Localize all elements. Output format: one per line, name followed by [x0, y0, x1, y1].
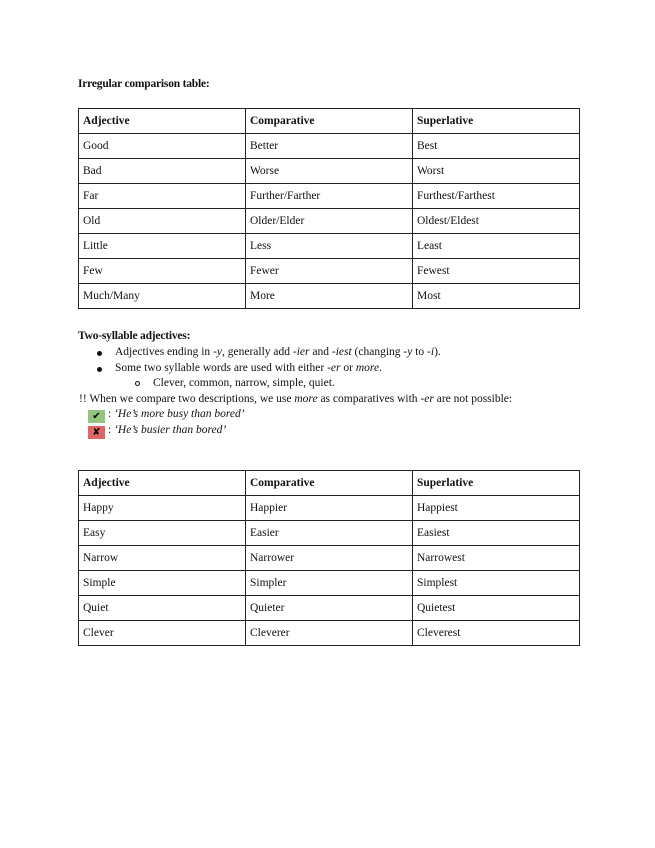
text-run: to	[412, 346, 428, 358]
table-cell: Best	[413, 134, 580, 159]
table-cell: Cleverest	[413, 621, 580, 646]
text-run: .	[379, 361, 382, 374]
table-row	[79, 284, 580, 309]
table-cell: Simple	[79, 571, 246, 596]
irregular-comparison-table	[78, 108, 580, 309]
text-run-italic: more	[294, 392, 318, 405]
column-header: Comparative	[246, 471, 413, 496]
text-run: Some two syllable words are used with either	[115, 361, 328, 374]
text-run: or	[340, 361, 356, 374]
text-run-italic: more	[355, 361, 380, 374]
table-cell: Little	[79, 234, 246, 259]
table-cell: Quieter	[246, 596, 413, 621]
table-row	[79, 496, 580, 521]
text-run: ).	[434, 346, 441, 358]
table-cell: Simplest	[413, 571, 580, 596]
column-header: Adjective	[79, 109, 246, 134]
note-line	[78, 392, 598, 408]
table-cell: Less	[246, 234, 413, 259]
table-cell: Furthest/Farthest	[413, 184, 580, 209]
table-cell: Better	[246, 134, 413, 159]
table-cell: Far	[79, 184, 246, 209]
column-header: Comparative	[246, 109, 413, 134]
example-correct	[78, 407, 598, 423]
table-cell: Narrower	[246, 546, 413, 571]
table-cell: Least	[413, 234, 580, 259]
table-cell: Bad	[79, 159, 246, 184]
text-run-italic: -ier	[292, 346, 310, 358]
table-header-row	[79, 471, 580, 496]
bullet-dot-icon	[97, 367, 102, 372]
text-run-italic: ‘He’s more busy than bored’	[114, 408, 245, 420]
table-cell: Worst	[413, 159, 580, 184]
bullet-dot-icon	[97, 351, 102, 356]
column-header: Superlative	[413, 471, 580, 496]
text-run-italic: ‘He’s busier than bored’	[114, 423, 227, 436]
table-cell: Older/Elder	[246, 209, 413, 234]
table-header-row	[79, 109, 580, 134]
text-run: Adjectives ending in	[115, 346, 214, 358]
table-cell: Narrow	[79, 546, 246, 571]
text-run-italic: -i	[427, 346, 435, 358]
table-row	[79, 134, 580, 159]
table-cell: Worse	[246, 159, 413, 184]
text-run: as comparatives with	[317, 392, 421, 405]
table-row	[79, 596, 580, 621]
cross-icon: ✘	[88, 426, 105, 439]
table-row	[79, 571, 580, 596]
column-header: Superlative	[413, 109, 580, 134]
table-row	[79, 209, 580, 234]
table-cell: Clever	[79, 621, 246, 646]
column-header: Adjective	[79, 471, 246, 496]
example-wrong	[78, 423, 598, 439]
two-syllable-comparison-table	[78, 470, 580, 646]
text-run-italic: -y	[403, 346, 413, 358]
text-run-italic: -iest	[331, 346, 352, 358]
table-cell: Quiet	[79, 596, 246, 621]
table-cell: Happy	[79, 496, 246, 521]
table-cell: Narrowest	[413, 546, 580, 571]
text-run-italic: -y	[213, 346, 222, 358]
table-cell: Quietest	[413, 596, 580, 621]
table-cell: Most	[413, 284, 580, 309]
text-run: are not possible:	[433, 392, 513, 405]
table-cell: Further/Farther	[246, 184, 413, 209]
table-cell: Oldest/Eldest	[413, 209, 580, 234]
table-cell: Cleverer	[246, 621, 413, 646]
table-cell: Fewest	[413, 259, 580, 284]
table-row	[79, 159, 580, 184]
text-run-italic: -er	[327, 361, 341, 374]
check-icon: ✔	[88, 410, 105, 423]
table-cell: Easier	[246, 521, 413, 546]
table-row	[79, 621, 580, 646]
text-run: :	[108, 408, 115, 420]
table-cell: More	[246, 284, 413, 309]
text-run: and	[309, 346, 332, 358]
irregular-table-heading: Irregular comparison table:	[78, 78, 210, 90]
table-row	[79, 521, 580, 546]
bullet-circle-icon	[135, 381, 140, 386]
text-run: , generally add	[222, 346, 293, 358]
table-cell: Fewer	[246, 259, 413, 284]
bullet-item	[78, 361, 598, 377]
text-run: :	[108, 423, 115, 436]
text-run: !! When we compare two descriptions, we use	[79, 392, 295, 405]
text-run-italic: -er	[420, 392, 434, 405]
table-cell: Happier	[246, 496, 413, 521]
bullet-item	[78, 345, 598, 361]
table-cell: Old	[79, 209, 246, 234]
text-run: (changing	[351, 346, 404, 358]
two-syllable-notes	[78, 345, 598, 438]
table-cell: Easiest	[413, 521, 580, 546]
table-cell: Good	[79, 134, 246, 159]
table-cell: Happiest	[413, 496, 580, 521]
table-row	[79, 184, 580, 209]
table-row	[79, 259, 580, 284]
text-run: Clever, common, narrow, simple, quiet.	[153, 377, 335, 389]
two-syllable-heading: Two-syllable adjectives:	[78, 330, 191, 342]
table-cell: Easy	[79, 521, 246, 546]
sub-bullet-item	[78, 376, 598, 392]
table-cell: Simpler	[246, 571, 413, 596]
table-row	[79, 234, 580, 259]
table-cell: Few	[79, 259, 246, 284]
table-cell: Much/Many	[79, 284, 246, 309]
table-row	[79, 546, 580, 571]
